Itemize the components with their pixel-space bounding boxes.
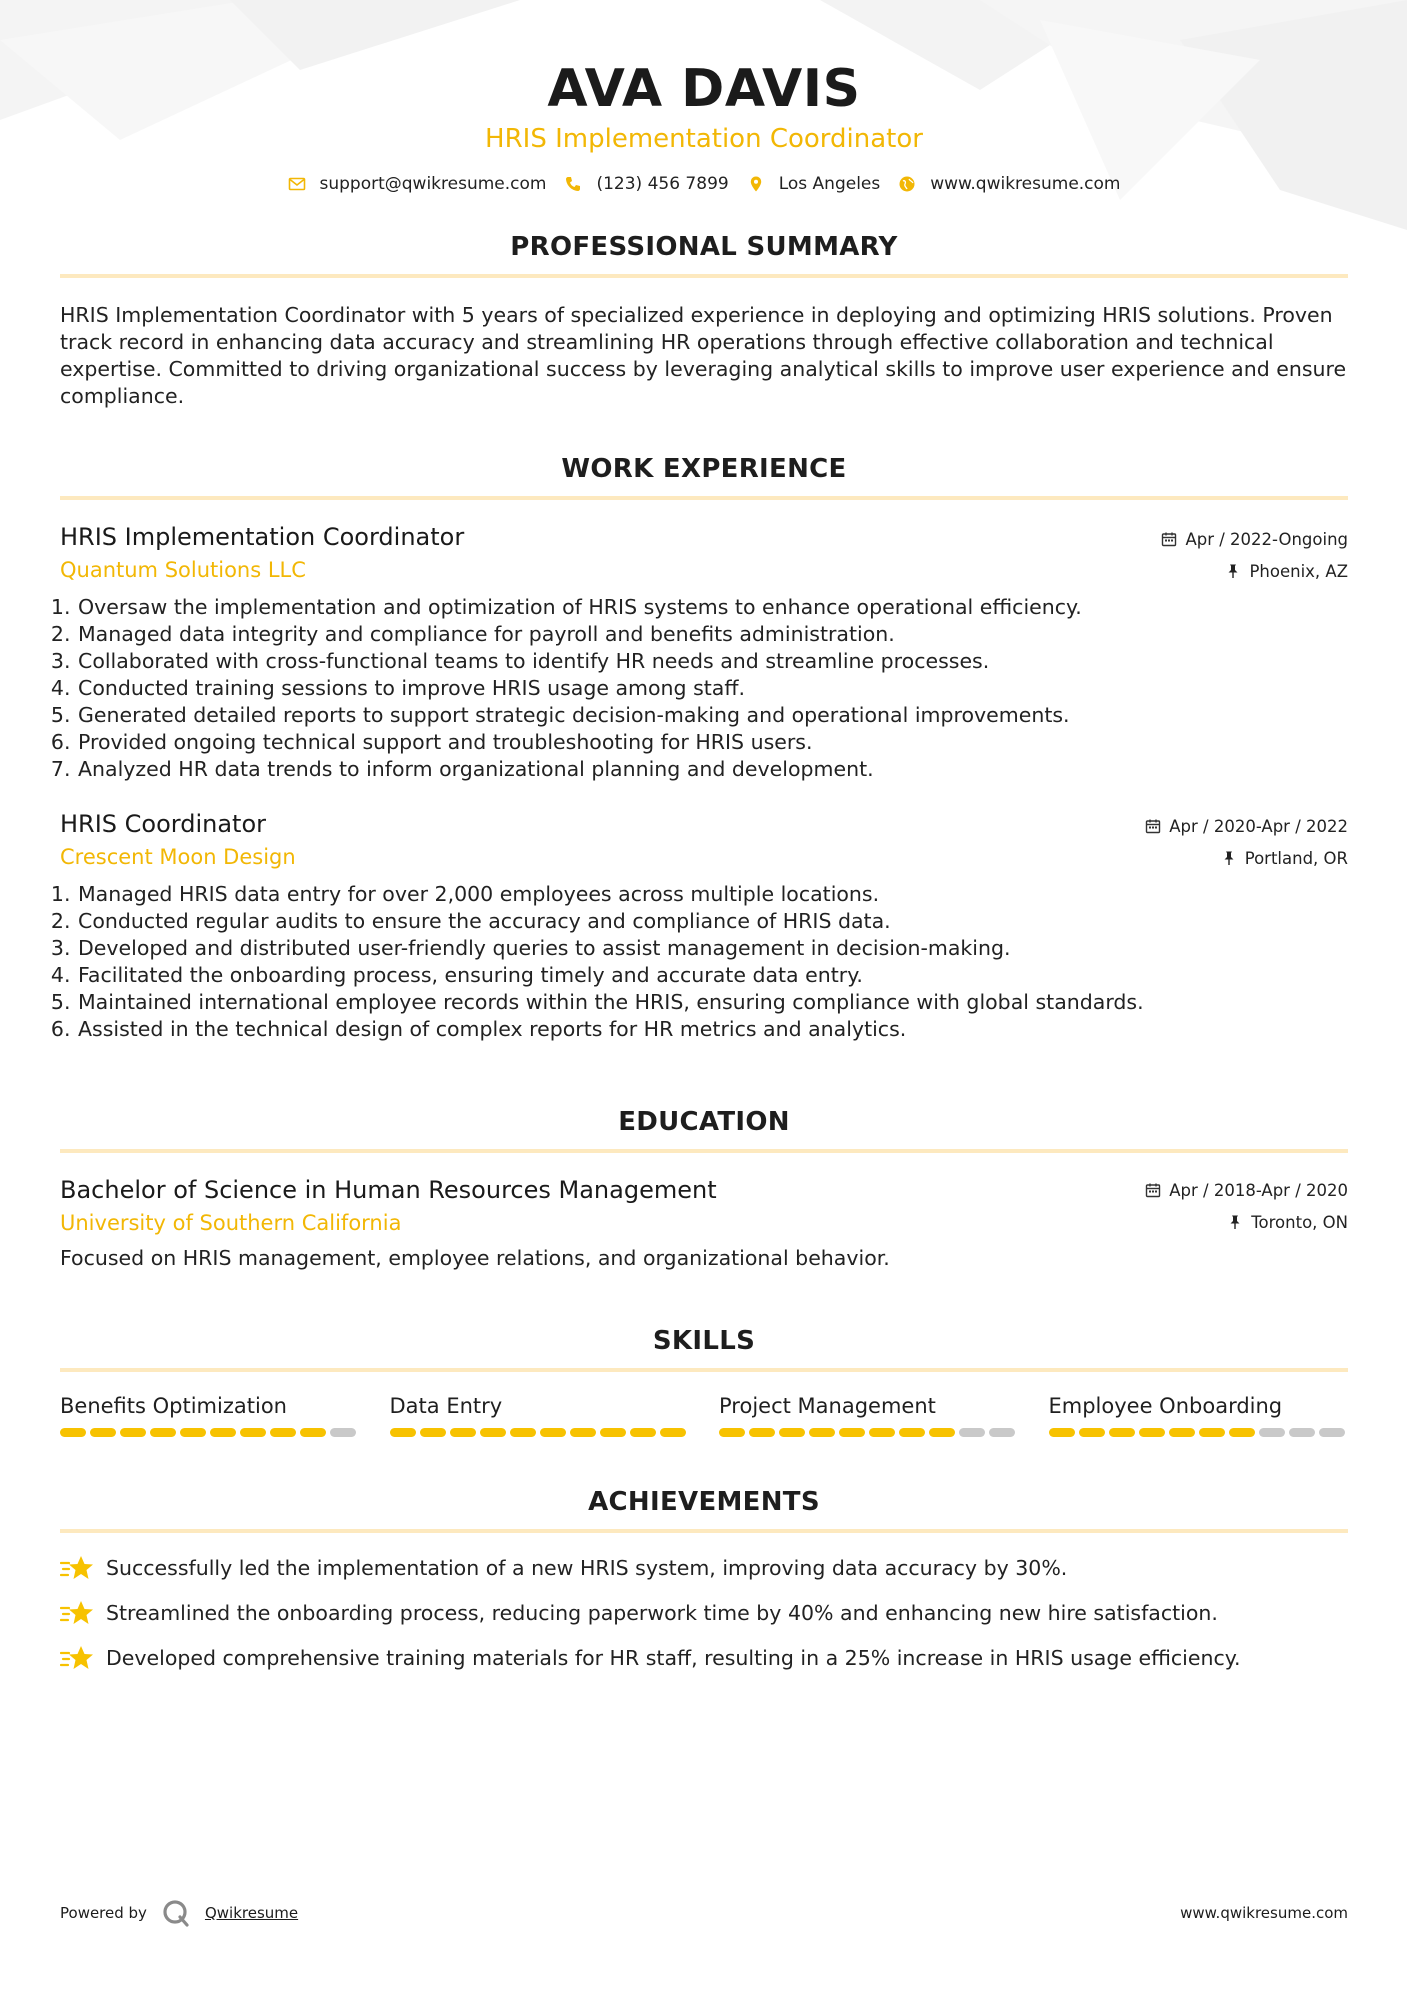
skill-item	[390, 1392, 690, 1437]
skill-dot-filled	[1049, 1428, 1075, 1437]
powered-by	[60, 1898, 298, 1928]
skill-dot-filled	[1109, 1428, 1135, 1437]
skills-grid	[60, 1392, 1348, 1437]
skill-dot-empty	[1319, 1428, 1345, 1437]
contact-location-text: Los Angeles	[778, 174, 881, 194]
summary-title: PROFESSIONAL SUMMARY	[510, 232, 898, 262]
skill-dot-filled	[210, 1428, 236, 1437]
achievements-list	[60, 1553, 1348, 1673]
skill-item	[1049, 1392, 1349, 1437]
job-header	[60, 809, 1348, 871]
pushpin-icon	[1221, 850, 1237, 866]
job-dates-text: Apr / 2020-Apr / 2022	[1169, 816, 1348, 836]
job-location-text: Portland, OR	[1244, 848, 1348, 868]
job-meta	[1161, 522, 1348, 582]
qwikresume-logo-icon	[161, 1898, 191, 1928]
job-dates-text: Apr / 2022-Ongoing	[1185, 529, 1348, 549]
section-divider	[60, 1529, 1348, 1533]
school-name: University of Southern California	[60, 1211, 402, 1235]
skill-dot-filled	[660, 1428, 686, 1437]
job-left	[60, 522, 464, 584]
shooting-star-icon	[60, 1598, 94, 1628]
skill-dot-filled	[390, 1428, 416, 1437]
skill-name: Data Entry	[389, 1394, 503, 1418]
skill-dot-filled	[749, 1428, 775, 1437]
skill-dot-filled	[869, 1428, 895, 1437]
contact-email-text: support@qwikresume.com	[319, 174, 547, 194]
candidate-name: AVA DAVIS	[547, 59, 861, 119]
duty-item: 1. Managed HRIS data entry for over 2,000 employees across multiple locations.	[77, 881, 1348, 908]
achievement-item	[60, 1553, 1348, 1583]
skill-dot-filled	[600, 1428, 626, 1437]
summary-text: HRIS Implementation Coordinator with 5 years of specialized experience in deploying and optimizing HRIS solutions. Proven track record in enhancing data accuracy and streamlining HR operations through effective collaboration and technical expertise. Committed to driving organizational success by leveraging analytical skills to improve user experience and ensure compliance.	[60, 303, 1347, 408]
powered-by-label: Powered by	[60, 1904, 147, 1922]
skill-dot-filled	[540, 1428, 566, 1437]
skill-dot-empty	[330, 1428, 356, 1437]
skill-dot-filled	[779, 1428, 805, 1437]
duty-item: 5. Generated detailed reports to support strategic decision-making and operational improvements.	[77, 702, 1348, 729]
skill-dot-filled	[1079, 1428, 1105, 1437]
job-duties	[60, 881, 1348, 1043]
skill-dot-filled	[839, 1428, 865, 1437]
section-divider	[60, 496, 1348, 500]
job-meta	[1145, 809, 1348, 869]
resume-page	[60, 0, 1348, 1688]
duty-item: 6. Provided ongoing technical support and troubleshooting for HRIS users.	[77, 729, 1348, 756]
skill-dot-filled	[240, 1428, 266, 1437]
education-dates	[1145, 1179, 1348, 1201]
contact-location	[747, 174, 881, 194]
skill-level-meter	[390, 1428, 690, 1437]
skill-dot-filled	[480, 1428, 506, 1437]
education-meta	[1145, 1175, 1348, 1233]
contact-bar	[60, 174, 1348, 194]
skill-dot-filled	[450, 1428, 476, 1437]
section-divider	[60, 274, 1348, 278]
achievements-title: ACHIEVEMENTS	[588, 1487, 820, 1517]
skill-dot-filled	[420, 1428, 446, 1437]
achievement-text: Developed comprehensive training materials for HR staff, resulting in a 25% increase in HRIS usage efficiency.	[106, 1646, 1241, 1670]
duty-item: 3. Developed and distributed user-friendly queries to assist management in decision-making.	[77, 935, 1348, 962]
map-pin-icon	[747, 175, 765, 193]
shooting-star-icon	[60, 1643, 94, 1673]
skill-name: Employee Onboarding	[1048, 1394, 1283, 1418]
skill-dot-filled	[270, 1428, 296, 1437]
resume-header	[60, 0, 1348, 194]
skill-dot-empty	[959, 1428, 985, 1437]
education-title: EDUCATION	[618, 1107, 790, 1137]
page-footer	[60, 1898, 1348, 1928]
job-location-text: Phoenix, AZ	[1249, 561, 1348, 581]
skill-dot-filled	[719, 1428, 745, 1437]
job-company: Crescent Moon Design	[60, 845, 296, 869]
skill-dot-filled	[300, 1428, 326, 1437]
skill-dot-filled	[1139, 1428, 1165, 1437]
pushpin-icon	[1227, 1214, 1243, 1230]
achievement-text: Streamlined the onboarding process, reducing paperwork time by 40% and enhancing new hire satisfaction.	[106, 1601, 1218, 1625]
skill-dot-filled	[510, 1428, 536, 1437]
candidate-role: HRIS Implementation Coordinator	[485, 124, 923, 154]
achievement-item	[60, 1598, 1348, 1628]
job-title: HRIS Coordinator	[60, 810, 267, 838]
pushpin-icon	[1225, 563, 1241, 579]
envelope-icon	[288, 175, 306, 193]
education-location	[1145, 1211, 1348, 1233]
skill-dot-filled	[630, 1428, 656, 1437]
skill-level-meter	[719, 1428, 1019, 1437]
skill-dot-filled	[150, 1428, 176, 1437]
skill-dot-empty	[989, 1428, 1015, 1437]
skill-dot-filled	[570, 1428, 596, 1437]
job-dates	[1161, 528, 1348, 550]
duty-item: 6. Assisted in the technical design of complex reports for HR metrics and analytics.	[77, 1016, 1348, 1043]
skill-name: Project Management	[719, 1394, 936, 1418]
phone-icon	[564, 175, 582, 193]
job-location	[1161, 560, 1348, 582]
skill-dot-filled	[1169, 1428, 1195, 1437]
calendar-icon	[1161, 531, 1177, 547]
job-duties	[60, 594, 1348, 783]
experience-title: WORK EXPERIENCE	[561, 454, 847, 484]
job-entry	[60, 809, 1348, 1043]
job-entry	[60, 522, 1348, 783]
skill-name: Benefits Optimization	[60, 1394, 287, 1418]
degree-title: Bachelor of Science in Human Resources Management	[60, 1176, 717, 1204]
skill-dot-filled	[899, 1428, 925, 1437]
duty-item: 1. Oversaw the implementation and optimization of HRIS systems to enhance operational efficiency.	[77, 594, 1348, 621]
job-header	[60, 522, 1348, 584]
skill-dot-empty	[1259, 1428, 1285, 1437]
job-location	[1145, 847, 1348, 869]
education-location-text: Toronto, ON	[1251, 1212, 1348, 1232]
duty-item: 4. Facilitated the onboarding process, ensuring timely and accurate data entry.	[77, 962, 1348, 989]
duty-item: 2. Conducted regular audits to ensure the accuracy and compliance of HRIS data.	[77, 908, 1348, 935]
education-header	[60, 1175, 1348, 1237]
skill-dot-filled	[180, 1428, 206, 1437]
section-divider	[60, 1368, 1348, 1372]
skill-level-meter	[60, 1428, 360, 1437]
job-company: Quantum Solutions LLC	[60, 558, 306, 582]
contact-website-text: www.qwikresume.com	[930, 174, 1121, 194]
achievement-item	[60, 1643, 1348, 1673]
contact-website[interactable]	[898, 174, 1120, 194]
duty-item: 2. Managed data integrity and compliance for payroll and benefits administration.	[77, 621, 1348, 648]
skill-item	[719, 1392, 1019, 1437]
globe-icon	[898, 175, 916, 193]
skill-dot-filled	[120, 1428, 146, 1437]
skill-dot-filled	[929, 1428, 955, 1437]
skill-dot-filled	[1229, 1428, 1255, 1437]
skills-section	[60, 1324, 1348, 1437]
skill-dot-filled	[90, 1428, 116, 1437]
footer-website[interactable]: www.qwikresume.com	[1180, 1904, 1348, 1922]
contact-email[interactable]	[288, 174, 547, 194]
summary-section	[60, 230, 1348, 410]
shooting-star-icon	[60, 1553, 94, 1583]
qwikresume-link[interactable]: Qwikresume	[204, 1904, 299, 1922]
section-divider	[60, 1149, 1348, 1153]
duty-item: 5. Maintained international employee records within the HRIS, ensuring compliance with global standards.	[77, 989, 1348, 1016]
education-section	[60, 1105, 1348, 1272]
job-left	[60, 809, 296, 871]
education-dates-text: Apr / 2018-Apr / 2020	[1169, 1180, 1348, 1200]
skill-dot-filled	[809, 1428, 835, 1437]
skills-title: SKILLS	[652, 1326, 756, 1356]
experience-section	[60, 452, 1348, 1043]
skill-dot-filled	[1199, 1428, 1225, 1437]
calendar-icon	[1145, 818, 1161, 834]
duty-item: 4. Conducted training sessions to improve HRIS usage among staff.	[77, 675, 1348, 702]
achievements-section	[60, 1485, 1348, 1673]
duty-item: 7. Analyzed HR data trends to inform organizational planning and development.	[77, 756, 1348, 783]
duty-item: 3. Collaborated with cross-functional teams to identify HR needs and streamline processes.	[77, 648, 1348, 675]
contact-phone-text: (123) 456 7899	[596, 174, 729, 194]
skill-dot-empty	[1289, 1428, 1315, 1437]
calendar-icon	[1145, 1182, 1161, 1198]
skill-dot-filled	[60, 1428, 86, 1437]
job-dates	[1145, 815, 1348, 837]
contact-phone[interactable]	[564, 174, 728, 194]
education-description: Focused on HRIS management, employee relations, and organizational behavior.	[60, 1246, 890, 1270]
job-title: HRIS Implementation Coordinator	[60, 523, 465, 551]
skill-level-meter	[1049, 1428, 1349, 1437]
skill-item	[60, 1392, 360, 1437]
achievement-text: Successfully led the implementation of a new HRIS system, improving data accuracy by 30%.	[106, 1556, 1068, 1580]
education-left	[60, 1175, 717, 1237]
